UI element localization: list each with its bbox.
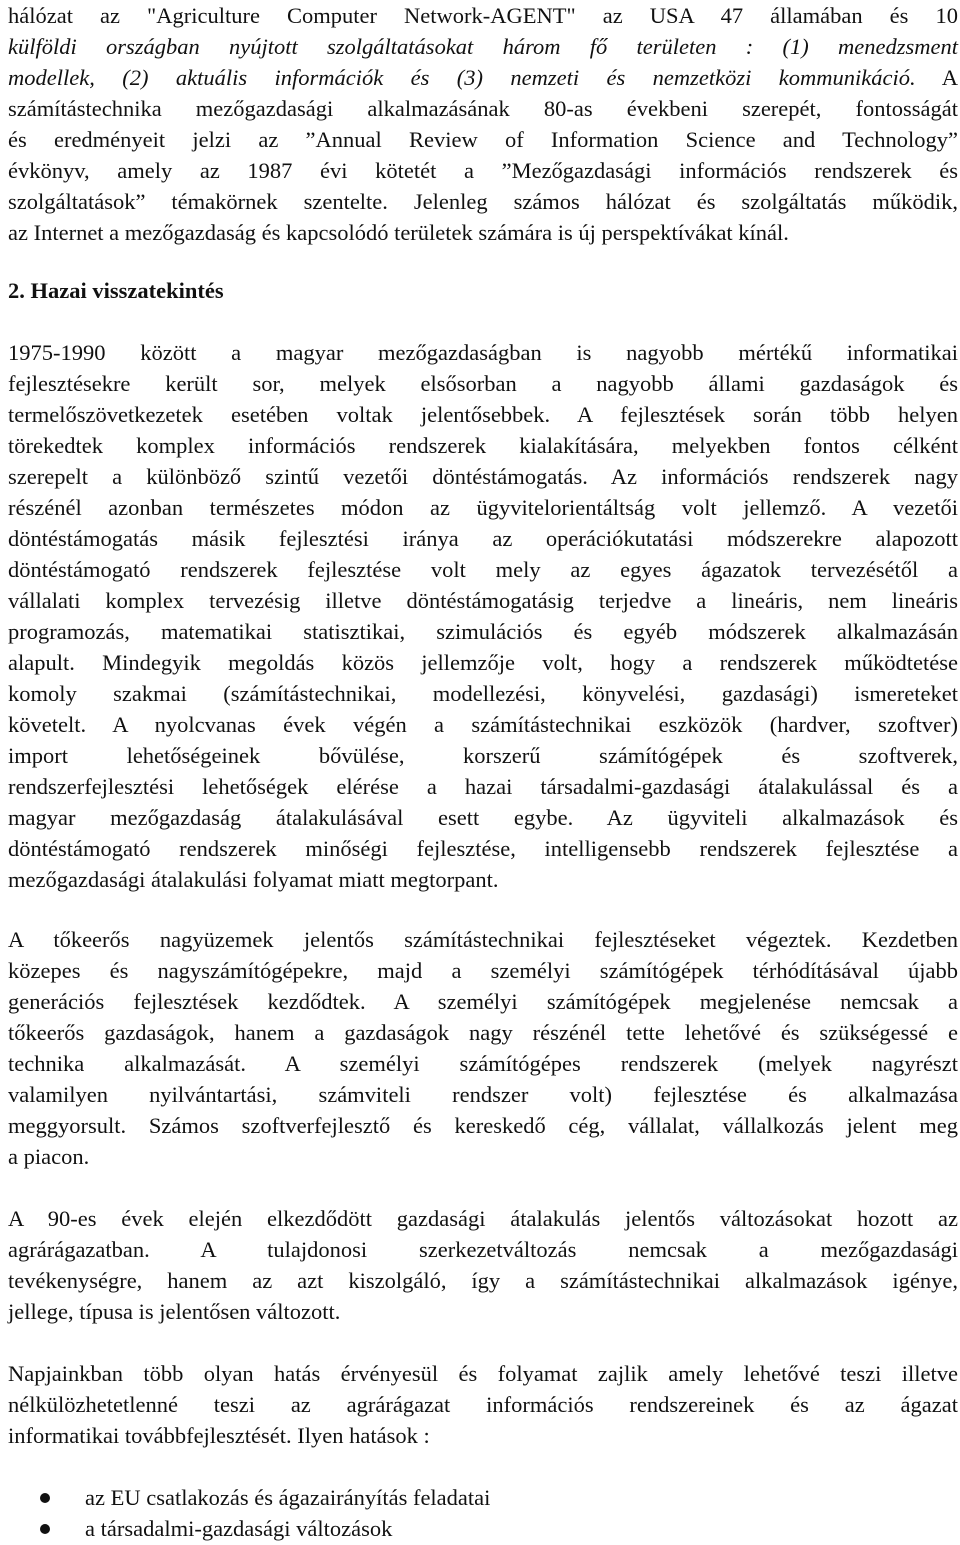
section-heading: 2. Hazai visszatekintés [8,278,224,303]
paragraph-capital-intensive-farms [8,924,958,1172]
text-line: generációs fejlesztések kezdődtek. A személyi számítógépek megjelenése nemcsak a [8,989,958,1014]
text-segment: (1) menedzsment [782,34,958,59]
text-line: a piacon. [8,1144,90,1169]
text-line: mezőgazdasági átalakulási folyamat miatt megtorpant. [8,867,499,892]
text-line [8,62,958,93]
text-line [8,31,958,62]
text-line: tőkeerős gazdaságok, hanem a gazdaságok nagy részénél tette lehetővé és szükségessé e [8,1020,958,1045]
text-line [8,155,958,186]
text-segment: szolgáltatások” témakörnek szentelte. Jelenleg számos hálózat és szolgáltatás működik, [8,189,958,214]
text-line: 1975-1990 között a magyar mezőgazdaságban is nagyobb mértékű informatikai [8,340,958,365]
text-line [8,93,958,124]
text-line: technika alkalmazását. A személyi számítógépes rendszerek (melyek nagyrészt [8,1051,958,1076]
text-line: import lehetőségeinek bővülése, korszerű számítógépek és szoftverek, [8,743,958,768]
bullet-item [8,1513,958,1544]
text-line [8,186,958,217]
text-line: magyar mezőgazdaság átalakulásával esett egybe. Az ügyviteli alkalmazások és [8,805,958,830]
text-line: vállalati komplex tervezésig illetve döntéstámogatásig terjedve a lineáris, nem lineáris [8,588,958,613]
text-line: döntéstámogatás másik fejlesztési iránya az operációkutatási módszerekre alapozott [8,526,958,551]
text-line: döntéstámogató rendszerek minőségi fejlesztése, intelligensebb rendszerek fejlesztése a [8,836,958,861]
text-line [8,0,958,31]
text-line: nélkülözhetetlenné teszi az agrárágazat információs rendszereinek és az ágazat [8,1392,958,1417]
text-line: A 90-es évek elején elkezdődött gazdasági átalakulás jelentős változásokat hozott az [8,1206,958,1231]
text-line: követelt. A nyolcvanas évek végén a számítástechnikai eszközök (hardver, szoftver) [8,712,958,737]
text-segment: hálózat az "Agriculture Computer Network-AGENT" az USA 47 államában és 10 [8,3,958,28]
bullet-item [8,1482,958,1513]
text-line [8,217,958,248]
paragraph-current-effects [8,1358,958,1451]
text-segment: A [915,65,958,90]
text-line: Napjainkban több olyan hatás érvényesül és folyamat zajlik amely lehetővé teszi illetve [8,1361,958,1386]
text-segment: az Internet a mezőgazdaság és kapcsolódó területek számára is új perspektívákat kínál. [8,220,789,245]
text-line: tevékenységre, hanem az azt kiszolgáló, így a számítástechnikai alkalmazások igénye, [8,1268,958,1293]
text-line: rendszerfejlesztési lehetőségek elérése a hazai társadalmi-gazdasági átalakulással és a [8,774,958,799]
text-line: komoly szakmai (számítástechnikai, modellezési, könyvelési, gazdasági) ismereteket [8,681,958,706]
text-line: termelőszövetkezetek esetében voltak jelentősebbek. A fejlesztések során több helyen [8,402,958,427]
text-segment: számítástechnika mezőgazdasági alkalmazásának 80-as évekbeni szerepét, fontosságát [8,96,958,121]
text-line: meggyorsult. Számos szoftverfejlesztő és kereskedő cég, vállalat, vállalkozás jelent meg [8,1113,958,1138]
text-line: agrárágazatban. A tulajdonosi szerkezetváltozás nemcsak a mezőgazdasági [8,1237,958,1262]
text-segment: és eredményeit jelzi az ”Annual Review of Information Science and Technology” [8,127,958,152]
text-segment: évkönyv, amely az 1987 évi kötetét a ”Mezőgazdasági információs rendszerek és [8,158,958,183]
text-segment: modellek, (2) aktuális információk és (3) nemzeti és nemzetközi kommunikáció. [8,65,916,90]
paragraph-history [8,337,958,895]
text-line: jellege, típusa is jelentősen változott. [8,1299,341,1324]
text-line: törekedtek komplex információs rendszerek kialakítására, melyekben fontos célként [8,433,958,458]
bullet-item-text: a társadalmi-gazdasági változások [85,1516,393,1541]
text-line: közepes és nagyszámítógépekre, majd a személyi számítógépek térhódításával újabb [8,958,958,983]
paragraph-nineties-transformation [8,1203,958,1327]
effects-bullet-list [8,1482,958,1544]
text-line: informatikai továbbfejlesztését. Ilyen hatások : [8,1423,430,1448]
text-line: szerepelt a különböző szintű vezetői döntéstámogatás. Az információs rendszerek nagy [8,464,958,489]
intro-paragraph [8,0,958,248]
bullet-dot-icon [40,1493,50,1503]
text-line: alapult. Mindegyik megoldás közös jellemzője volt, hogy a rendszerek működtetése [8,650,958,675]
text-line: programozás, matematikai statisztikai, szimulációs és egyéb módszerek alkalmazásán [8,619,958,644]
bullet-dot-icon [40,1524,50,1534]
text-segment: külföldi országban nyújtott szolgáltatásokat három fő területen : [8,34,783,59]
text-line: döntéstámogató rendszerek fejlesztése volt mely az egyes ágazatok tervezésétől a [8,557,958,582]
bullet-item-text: az EU csatlakozás és ágazairányítás feladatai [85,1485,491,1510]
text-line: valamilyen nyilvántartási, számviteli rendszer volt) fejlesztése és alkalmazása [8,1082,958,1107]
text-line [8,124,958,155]
text-line: fejlesztésekre került sor, melyek elsősorban a nagyobb állami gazdaságok és [8,371,958,396]
text-line: részénél azonban természetes módon az ügyvitelorientáltság volt jellemző. A vezetői [8,495,958,520]
text-line: A tőkeerős nagyüzemek jelentős számítástechnikai fejlesztéseket végeztek. Kezdetben [8,927,958,952]
